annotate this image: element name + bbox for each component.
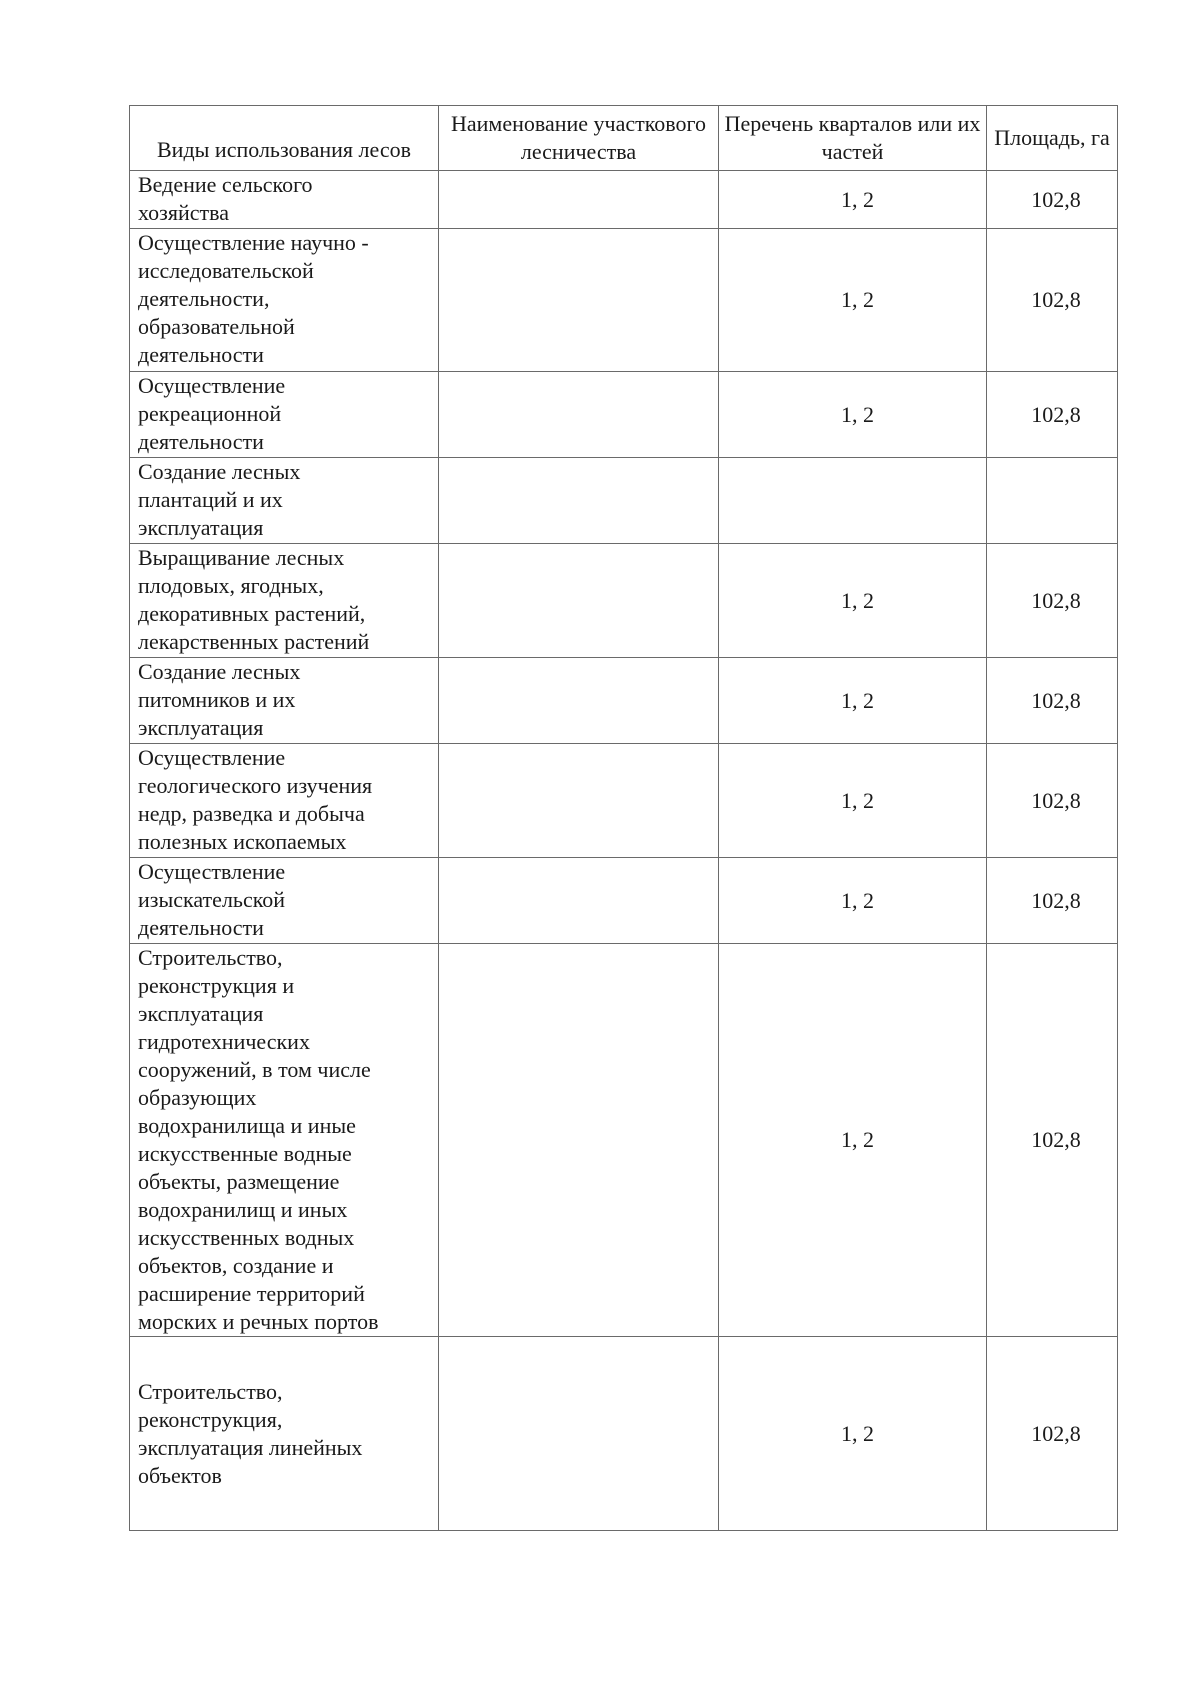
forestry-name-cell <box>439 229 719 372</box>
quarters-cell: 1, 2 <box>719 1337 987 1531</box>
table-row <box>130 1337 1118 1531</box>
use-type-text: Ведение сельского хозяйства <box>138 172 313 225</box>
forestry-name-cell <box>439 944 719 1337</box>
quarters-cell: 1, 2 <box>719 229 987 372</box>
forestry-name-cell <box>439 858 719 944</box>
table-row <box>130 372 1118 458</box>
use-type-cell <box>130 544 439 658</box>
quarters-cell: 1, 2 <box>719 372 987 458</box>
use-type-cell <box>130 858 439 944</box>
use-type-cell <box>130 229 439 372</box>
use-type-text: Осуществление рекреационной деятельности <box>138 373 286 454</box>
use-type-text: Осуществление научно - исследовательской деятельности, образовательной деятельности <box>138 230 369 367</box>
forestry-name-cell <box>439 744 719 858</box>
table-row <box>130 171 1118 229</box>
header-area: Площадь, га <box>987 106 1118 171</box>
forest-use-table <box>129 105 1118 1531</box>
forestry-name-cell <box>439 544 719 658</box>
table-row <box>130 744 1118 858</box>
table-row <box>130 658 1118 744</box>
table-row <box>130 858 1118 944</box>
use-type-cell <box>130 744 439 858</box>
table-row <box>130 458 1118 544</box>
table-header-row <box>130 106 1118 171</box>
forestry-name-cell <box>439 658 719 744</box>
use-type-cell <box>130 1337 439 1531</box>
area-cell: 102,8 <box>987 944 1118 1337</box>
area-cell: 102,8 <box>987 372 1118 458</box>
use-type-cell <box>130 658 439 744</box>
use-type-text: Выращивание лесных плодовых, ягодных, декоративных растений, лекарственных растений <box>138 545 370 654</box>
use-type-cell <box>130 372 439 458</box>
use-type-cell <box>130 458 439 544</box>
use-type-cell <box>130 171 439 229</box>
quarters-cell: 1, 2 <box>719 544 987 658</box>
quarters-cell: 1, 2 <box>719 658 987 744</box>
forestry-name-cell <box>439 171 719 229</box>
area-cell: 102,8 <box>987 544 1118 658</box>
quarters-cell: 1, 2 <box>719 944 987 1337</box>
forestry-name-cell <box>439 372 719 458</box>
table-row <box>130 229 1118 372</box>
forestry-name-cell <box>439 1337 719 1531</box>
use-type-text: Осуществление изыскательской деятельности <box>138 859 286 940</box>
area-cell: 102,8 <box>987 229 1118 372</box>
table-row <box>130 544 1118 658</box>
table-row <box>130 944 1118 1337</box>
area-cell: 102,8 <box>987 658 1118 744</box>
header-quarters: Перечень кварталов или их частей <box>719 106 987 171</box>
area-cell: 102,8 <box>987 858 1118 944</box>
quarters-cell: 1, 2 <box>719 744 987 858</box>
quarters-cell <box>719 458 987 544</box>
use-type-text: Строительство, реконструкция, эксплуатация линейных объектов <box>138 1378 363 1488</box>
area-cell: 102,8 <box>987 1337 1118 1531</box>
forestry-name-cell <box>439 458 719 544</box>
quarters-cell: 1, 2 <box>719 171 987 229</box>
use-type-text: Строительство, реконструкция и эксплуатация гидротехнических сооружений, в том числе образующих водохранилища и иные искусственные водные объекты, размещение водохранилищ и иных искусственных водных объектов, создание и расширение территорий морских и речных портов <box>138 945 379 1334</box>
use-type-text: Создание лесных питомников и их эксплуатация <box>138 659 301 740</box>
use-type-cell <box>130 944 439 1337</box>
use-type-text: Создание лесных плантаций и их эксплуатация <box>138 459 301 540</box>
quarters-cell: 1, 2 <box>719 858 987 944</box>
area-cell <box>987 458 1118 544</box>
area-cell: 102,8 <box>987 744 1118 858</box>
header-use-type: Виды использования лесов <box>130 106 439 171</box>
area-cell: 102,8 <box>987 171 1118 229</box>
use-type-text: Осуществление геологического изучения недр, разведка и добыча полезных ископаемых <box>138 745 373 854</box>
header-forestry-name: Наименование участкового лесничества <box>439 106 719 171</box>
